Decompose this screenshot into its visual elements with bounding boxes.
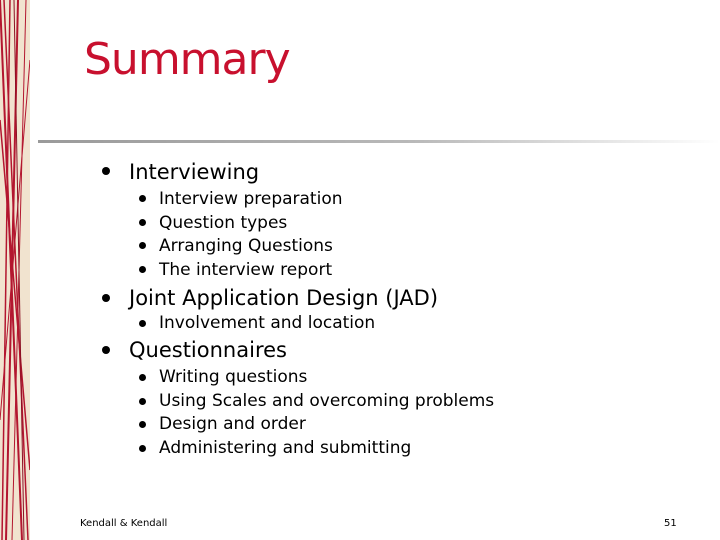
slide-title: Summary bbox=[84, 34, 290, 85]
page-number: 51 bbox=[664, 518, 677, 529]
bullet-questionnaires: Questionnaires bbox=[129, 338, 287, 362]
sub-bullet-using-scales: Using Scales and overcoming problems bbox=[159, 391, 495, 411]
sub-bullet-dot bbox=[139, 266, 146, 273]
sub-bullet-dot bbox=[139, 374, 146, 381]
sub-bullet-dot bbox=[139, 445, 146, 452]
bullet-dot bbox=[102, 167, 110, 175]
sub-bullet-interview-report: The interview report bbox=[159, 260, 333, 280]
decorative-left-band bbox=[0, 0, 30, 540]
sub-bullet-administering-submitting: Administering and submitting bbox=[159, 438, 412, 458]
decorative-stripes bbox=[0, 0, 30, 540]
sub-bullet-interview-preparation: Interview preparation bbox=[159, 189, 343, 209]
sub-bullet-dot bbox=[139, 219, 146, 226]
footer-author: Kendall & Kendall bbox=[80, 518, 168, 529]
sub-bullet-arranging-questions: Arranging Questions bbox=[159, 236, 333, 256]
bullet-dot bbox=[102, 346, 110, 354]
sub-bullet-design-order: Design and order bbox=[159, 414, 306, 434]
bullet-interviewing: Interviewing bbox=[129, 160, 260, 184]
bullet-dot bbox=[102, 294, 110, 302]
sub-bullet-dot bbox=[139, 195, 146, 202]
title-divider bbox=[38, 140, 720, 143]
sub-bullet-question-types: Question types bbox=[159, 213, 288, 233]
sub-bullet-dot bbox=[139, 421, 146, 428]
bullet-jad: Joint Application Design (JAD) bbox=[129, 286, 439, 310]
sub-bullet-dot bbox=[139, 398, 146, 405]
sub-bullet-writing-questions: Writing questions bbox=[159, 367, 308, 387]
sub-bullet-involvement-location: Involvement and location bbox=[159, 313, 376, 333]
sub-bullet-dot bbox=[139, 320, 146, 327]
sub-bullet-dot bbox=[139, 242, 146, 249]
